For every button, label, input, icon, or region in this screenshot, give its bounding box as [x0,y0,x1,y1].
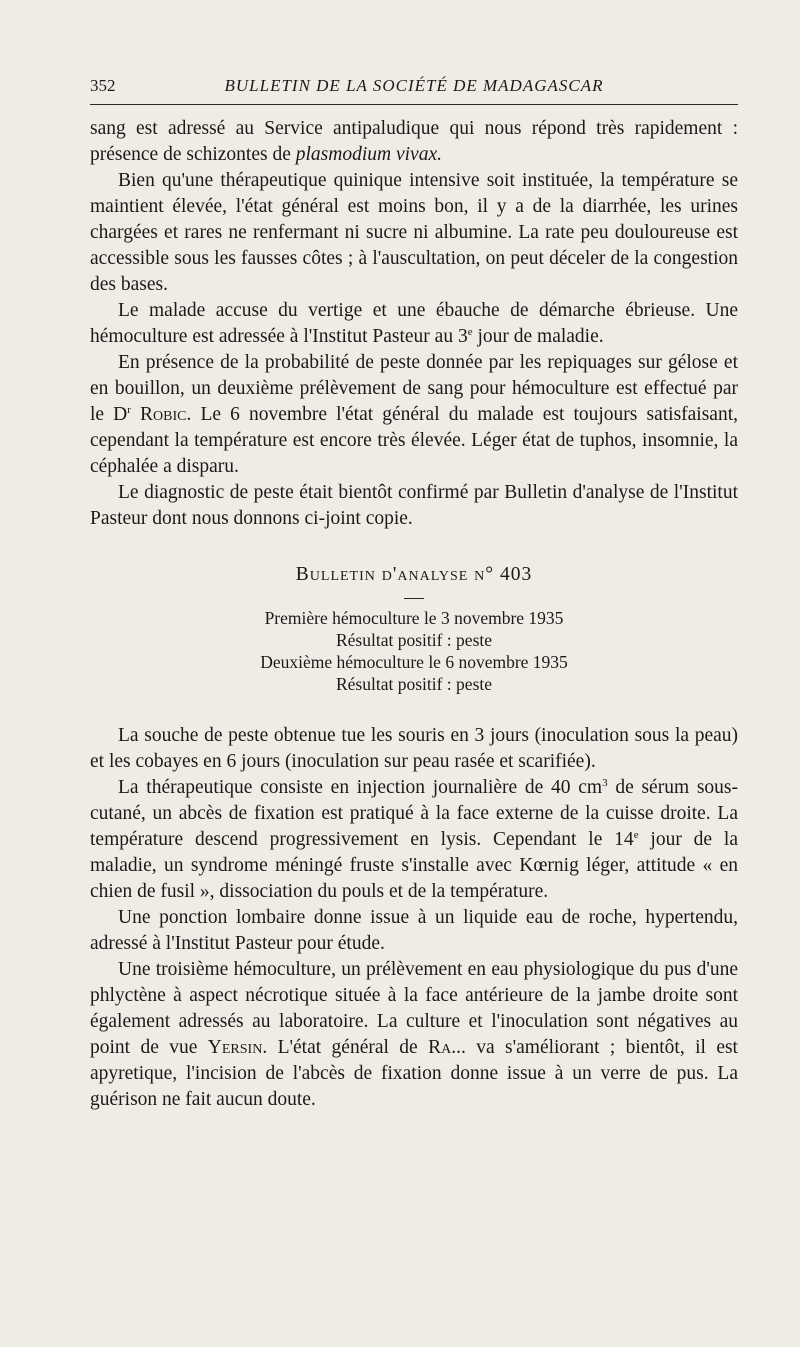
journal-title: BULLETIN DE LA SOCIÉTÉ DE MADAGASCAR [224,76,604,95]
bulletin-title: Bulletin d'analyse n° 403 [295,564,533,585]
paragraph-4: En présence de la probabilité de peste donnée par les repiquages sur gélose et en bouillon, un deuxième prélèvement de sang pour hémoculture est effectué par le $D^r$ Robic. Le 6 novembre l'état général du malade est toujours satisfaisant, cependant la température est encore très élevée. Léger état de tuphos, insomnie, la céphalée a disparu. [90,352,739,477]
paragraph-7: La thérapeutique consiste en injection journalière de 40 $cm^3$ de sérum sous-cutané, un abcès de fixation est pratiqué à la face externe de la cuisse droite. La température descend progressivement en lysis. Cependant le 14e jour de la maladie, un syndrome méningé fruste s'installe avec Kœrnig léger, attitude « en chien de fusil », dissociation du pouls et de la température. [90,777,739,902]
bulletin-line: Deuxième hémoculture le 6 novembre 1935 [260,652,568,672]
page-number: 352 [90,76,116,95]
bulletin-divider [404,598,424,599]
paragraph-8: Une ponction lombaire donne issue à un liquide eau de roche, hypertendu, adressé à l'Institut Pasteur pour étude. [90,907,738,954]
bulletin-line: Résultat positif : peste [335,674,493,694]
paragraph-2: Bien qu'une thérapeutique quinique intensive soit instituée, la température se maintient élevée, l'état général est moins bon, il y a de la diarrhée, les urines chargées et rares ne renfermant ni sucre ni albumine. La rate peu douloureuse est accessible sous les fausses côtes ; à l'auscultation, on peut déceler de la congestion des bases. [90,170,738,295]
header-rule [90,104,738,105]
paragraph-3: Le malade accuse du vertige et une ébauche de démarche ébrieuse. Une hémoculture est adressée à l'Institut Pasteur au 3e jour de maladie. [90,300,738,347]
paragraph-1: sang est adressé au Service antipaludique qui nous répond très rapidement : présence de schizontes de plasmodium vivax. [90,118,738,165]
paragraph-9: Une troisième hémoculture, un prélèvement en eau physiologique du pus d'une phlyctène à aspect nécrotique située à la face antérieure de la jambe droite sont également adressés au laboratoire. La culture et l'inoculation sont négatives au point de vue Yersin. L'état général de Ra... va s'améliorant ; bientôt, il est apyretique, l'incision de l'abcès de fixation donne issue à un verre de pus. La guérison ne fait aucun doute. [90,959,738,1110]
analysis-bulletin [90,562,738,695]
page-body [90,116,738,1113]
bulletin-line: Résultat positif : peste [335,630,493,650]
bulletin-line: Première hémoculture le 3 novembre 1935 [264,608,564,628]
paragraph-5: Le diagnostic de peste était bientôt confirmé par Bulletin d'analyse de l'Institut Pasteur dont nous donnons ci-joint copie. [90,482,738,529]
running-header [90,76,738,100]
paragraph-6: La souche de peste obtenue tue les souris en 3 jours (inoculation sous la peau) et les cobayes en 6 jours (inoculation sur peau rasée et scarifiée). [90,725,738,772]
